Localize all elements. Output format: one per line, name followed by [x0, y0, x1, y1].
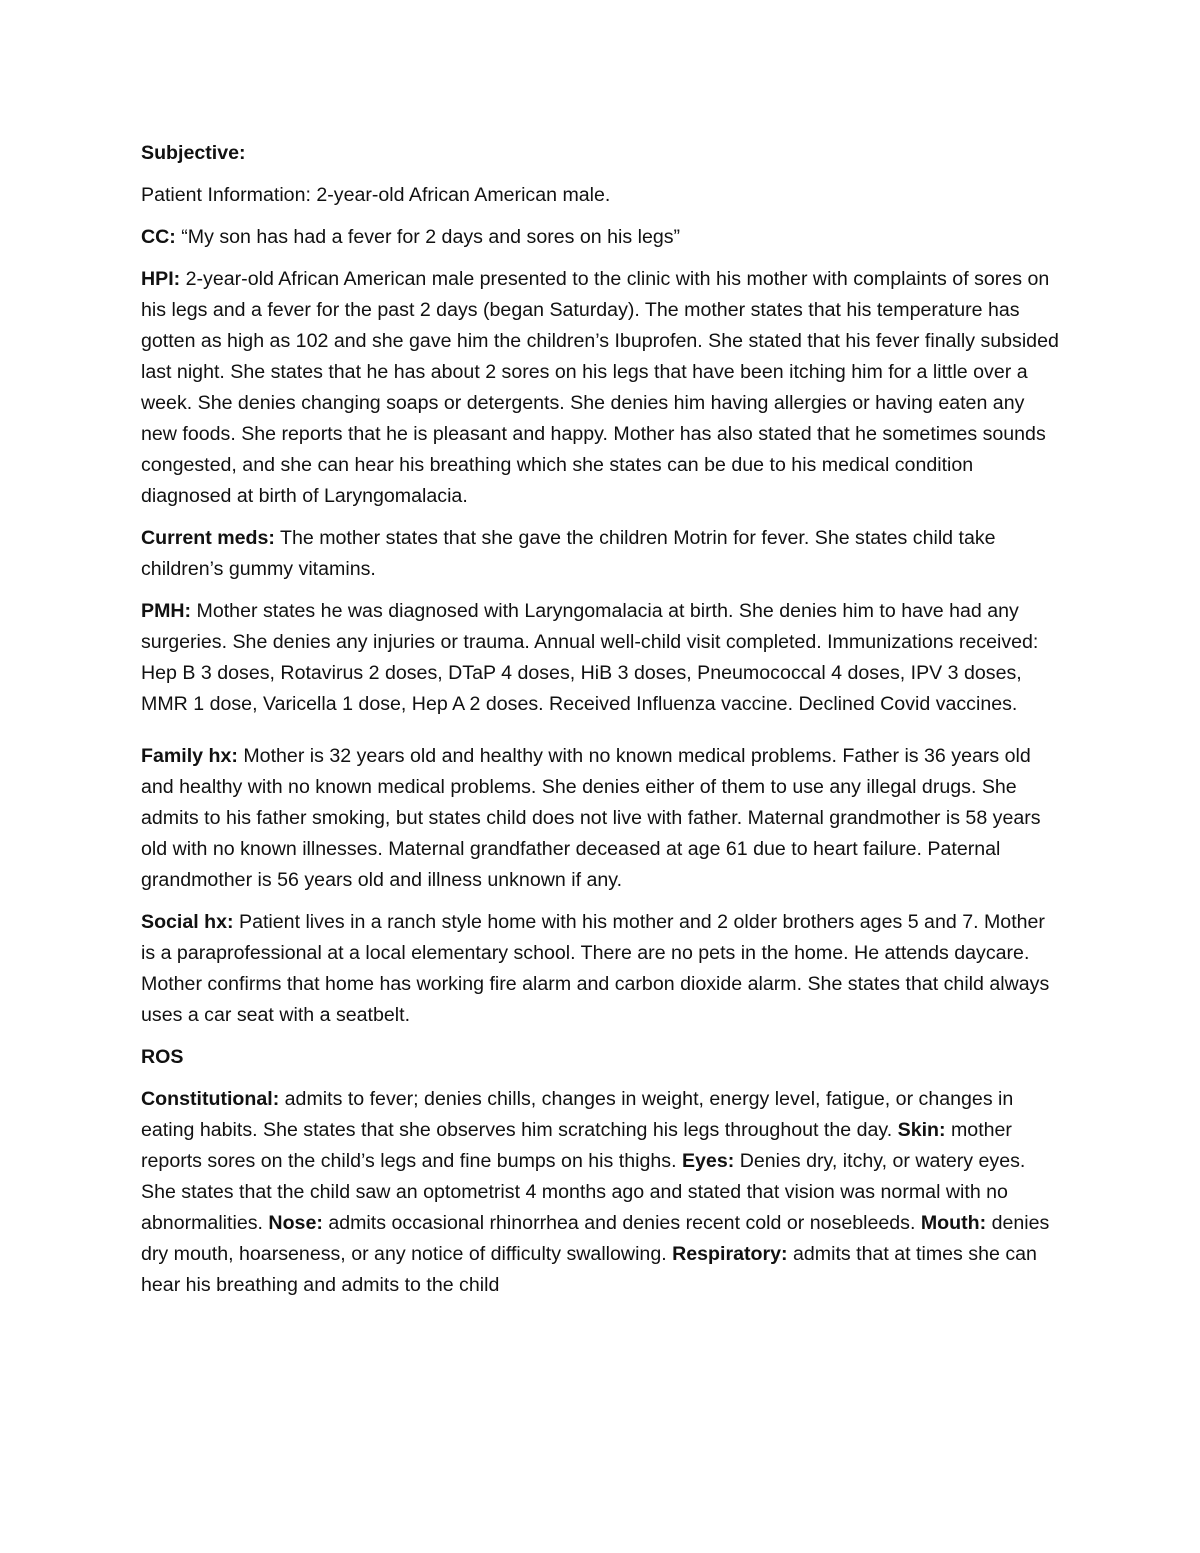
hpi-paragraph — [141, 264, 1061, 512]
ros-constitutional-text: admits to fever; denies chills, changes in weight, energy level, fatigue, or changes in eating habits. She states that she observes him scratching his legs throughout the day. — [141, 1088, 1014, 1141]
ros-eyes-label: Eyes: — [681, 1150, 735, 1172]
pmh-paragraph — [141, 596, 1061, 720]
ros-mouth-text: denies dry mouth, hoarseness, or any notice of difficulty swallowing. — [141, 1212, 1050, 1265]
current-meds-text: The mother states that she gave the children Motrin for fever. She states child take children’s gummy vitamins. — [141, 527, 996, 580]
pmh-label: PMH: — [141, 600, 192, 622]
ros-paragraph — [141, 1084, 1061, 1301]
ros-skin-label: Skin: — [897, 1119, 946, 1141]
ros-heading — [141, 1042, 1061, 1073]
family-hx-label: Family hx: — [141, 745, 238, 767]
ros-heading-text: ROS — [141, 1046, 184, 1068]
ros-constitutional-label: Constitutional: — [141, 1088, 280, 1110]
family-hx-paragraph — [141, 741, 1061, 896]
cc-paragraph — [141, 222, 1061, 253]
hpi-text: 2-year-old African American male presented to the clinic with his mother with complaints of sores on his legs and a fever for the past 2 days (began Saturday). The mother states that his temperature has gotten as high as 102 and she gave him the children’s Ibuprofen. She stated that his fever finally subsided last night. She states that he has about 2 sores on his legs that have been itching him for a little over a week. She denies changing soaps or detergents. She denies him having allergies or having eaten any new foods. She reports that he is pleasant and happy. Mother has also stated that he sometimes sounds congested, and she can hear his breathing which she states can be due to his medical condition diagnosed at birth of Laryngomalacia. — [141, 268, 1059, 507]
subjective-heading — [141, 138, 1061, 169]
ros-nose-text: admits occasional rhinorrhea and denies recent cold or nosebleeds. — [322, 1212, 921, 1234]
family-hx-text: Mother is 32 years old and healthy with no known medical problems. Father is 36 years old and healthy with no known medical problems. She denies either of them to use any illegal drugs. She admits to his father smoking, but states child does not live with father. Maternal grandmother is 58 years old with no known illnesses. Maternal grandfather deceased at age 61 due to heart failure. Paternal grandmother is 56 years old and illness unknown if any. — [141, 745, 1041, 891]
cc-text: “My son has had a fever for 2 days and sores on his legs” — [175, 226, 681, 248]
ros-nose-label: Nose: — [268, 1212, 323, 1234]
patient-info-paragraph — [141, 180, 1061, 211]
ros-eyes-text: Denies dry, itchy, or watery eyes. She states that the child saw an optometrist 4 months ago and stated that vision was normal with no abnormalities. — [141, 1150, 1026, 1234]
document-body — [141, 138, 1061, 1312]
ros-respiratory-text: admits that at times she can hear his breathing and admits to the child — [141, 1243, 1037, 1296]
ros-respiratory-label: Respiratory: — [672, 1243, 788, 1265]
social-hx-paragraph — [141, 907, 1061, 1031]
pmh-text: Mother states he was diagnosed with Laryngomalacia at birth. She denies him to have had any surgeries. She denies any injuries or trauma. Annual well-child visit completed. Immunizations received: Hep B 3 doses, Rotavirus 2 doses, DTaP 4 doses, HiB 3 doses, Pneumococcal 4 doses, IPV 3 doses, MMR 1 dose, Varicella 1 dose, Hep A 2 doses. Received Influenza vaccine. Declined Covid vaccines. — [141, 600, 1039, 715]
current-meds-label: Current meds: — [141, 527, 275, 549]
hpi-label: HPI: — [141, 268, 181, 290]
social-hx-text: Patient lives in a ranch style home with his mother and 2 older brothers ages 5 and 7. Mother is a paraprofessional at a local elementary school. There are no pets in the home. He attends daycare. Mother confirms that home has working fire alarm and carbon dioxide alarm. She states that child always uses a car seat with a seatbelt. — [141, 911, 1050, 1026]
ros-skin-text: mother reports sores on the child’s legs and fine bumps on his thighs. — [141, 1119, 1012, 1172]
patient-info-text: 2-year-old African American male. — [310, 184, 611, 206]
patient-info-label: Patient Information: — [141, 184, 311, 206]
ros-mouth-label: Mouth: — [920, 1212, 987, 1234]
cc-label: CC: — [141, 226, 176, 248]
current-meds-paragraph — [141, 523, 1061, 585]
subjective-heading-text: Subjective: — [141, 142, 246, 164]
social-hx-label: Social hx: — [141, 911, 234, 933]
